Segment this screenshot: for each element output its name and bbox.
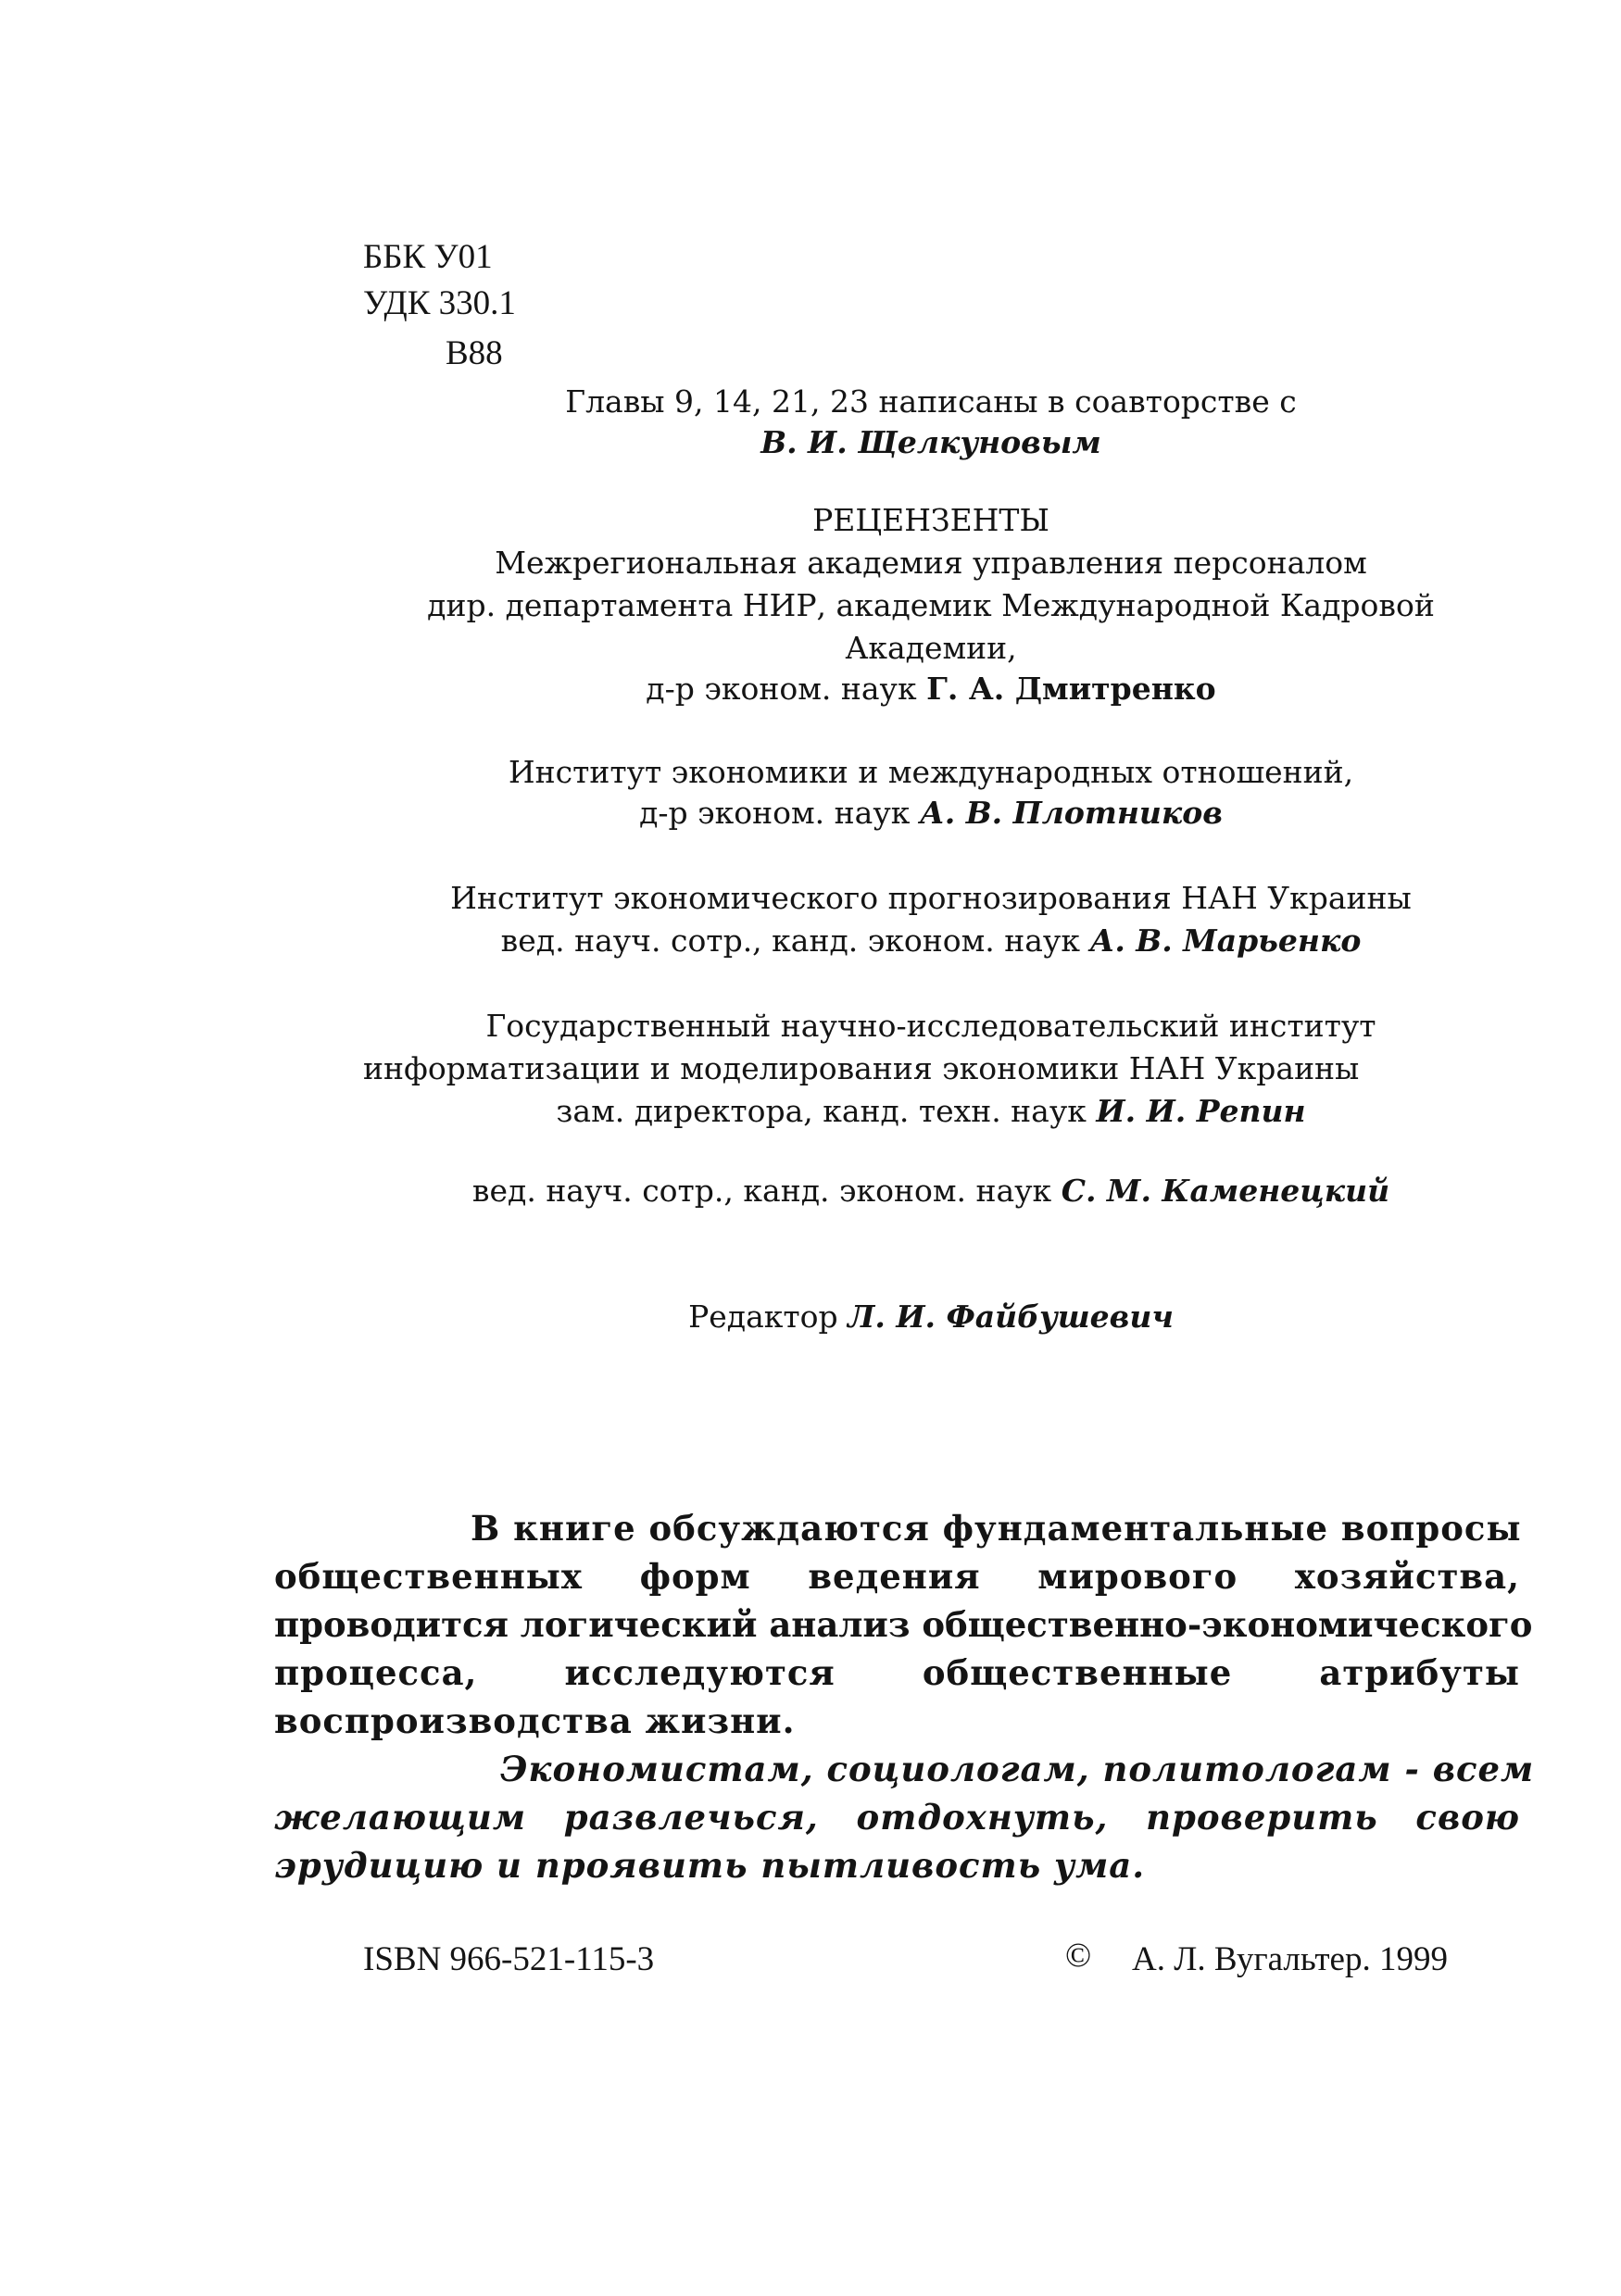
coauthor-line: Главы 9, 14, 21, 23 написаны в соавторстве с bbox=[565, 383, 1297, 420]
reviewers-heading: РЕЦЕНЗЕНТЫ bbox=[812, 502, 1049, 538]
reviewer-5-credit bbox=[0, 1173, 1621, 1209]
reviewer-2-credit bbox=[0, 795, 1621, 831]
coauthor-name: В. И. Щелкуновым bbox=[760, 424, 1101, 460]
isbn: ISBN 966-521-115-3 bbox=[363, 1940, 655, 1978]
reviewer-1-name: Г. А. Дмитренко bbox=[926, 671, 1216, 707]
reviewer-2-degree: д-р эконом. наук bbox=[639, 795, 911, 831]
reviewer-3-name: А. В. Марьенко bbox=[1089, 922, 1362, 959]
reviewer-3-credit bbox=[0, 922, 1621, 959]
reviewer-4-org-line2: информатизации и моделирования экономики НАН Украины bbox=[363, 1050, 1360, 1086]
reviewer-1-degree: д-р эконом. наук bbox=[646, 671, 917, 707]
reviewer-2-name: А. В. Плотников bbox=[919, 795, 1223, 831]
annotation-line-1: В книге обсуждаются фундаментальные вопросы bbox=[471, 1508, 1522, 1549]
editor-name: Л. И. Файбушевич bbox=[848, 1299, 1174, 1335]
copyright-symbol: © bbox=[1065, 1937, 1092, 1975]
reviewer-3-org: Институт экономического прогнозирования НАН Украины bbox=[450, 880, 1412, 916]
reviewer-3-degree: вед. науч. сотр., канд. эконом. наук bbox=[500, 922, 1080, 959]
author-code: В88 bbox=[446, 334, 503, 372]
editor-label: Редактор bbox=[688, 1299, 838, 1335]
annotation-line-2: общественных форм ведения мирового хозяйства, bbox=[274, 1556, 1520, 1597]
annotation-line-7: желающим развлечься, отдохнуть, проверить свою bbox=[274, 1797, 1520, 1838]
reviewer-4-degree: зам. директора, канд. техн. наук bbox=[556, 1093, 1087, 1129]
reviewer-4-credit bbox=[0, 1093, 1621, 1129]
annotation-line-5: воспроизводства жизни. bbox=[274, 1700, 796, 1741]
bbk-code: ББК У01 bbox=[363, 238, 493, 276]
copyright-text: А. Л. Вугальтер. 1999 bbox=[1132, 1940, 1448, 1978]
annotation-line-6: Экономистам, социологам, политологам - всем bbox=[500, 1749, 1535, 1789]
reviewer-2-org: Институт экономики и международных отношений, bbox=[508, 754, 1354, 790]
reviewer-1-org: Межрегиональная академия управления персоналом bbox=[495, 545, 1367, 581]
annotation-line-8: эрудицию и проявить пытливость ума. bbox=[274, 1845, 1146, 1886]
editor-credit bbox=[0, 1299, 1621, 1335]
reviewer-1-position: дир. департамента НИР, академик Международной Кадровой bbox=[427, 587, 1435, 623]
udk-code: УДК 330.1 bbox=[363, 284, 516, 322]
reviewer-1-position-cont: Академии, bbox=[845, 630, 1017, 666]
reviewer-1-credit bbox=[0, 671, 1621, 707]
annotation-line-3: проводится логический анализ общественно-экономического bbox=[274, 1604, 1533, 1645]
reviewer-5-name: С. М. Каменецкий bbox=[1061, 1173, 1390, 1209]
annotation-line-4: процесса, исследуются общественные атрибуты bbox=[274, 1652, 1520, 1693]
reviewer-4-name: И. И. Репин bbox=[1096, 1093, 1306, 1129]
reviewer-5-degree: вед. науч. сотр., канд. эконом. наук bbox=[471, 1173, 1052, 1209]
reviewer-4-org-line1: Государственный научно-исследовательский институт bbox=[485, 1008, 1376, 1044]
